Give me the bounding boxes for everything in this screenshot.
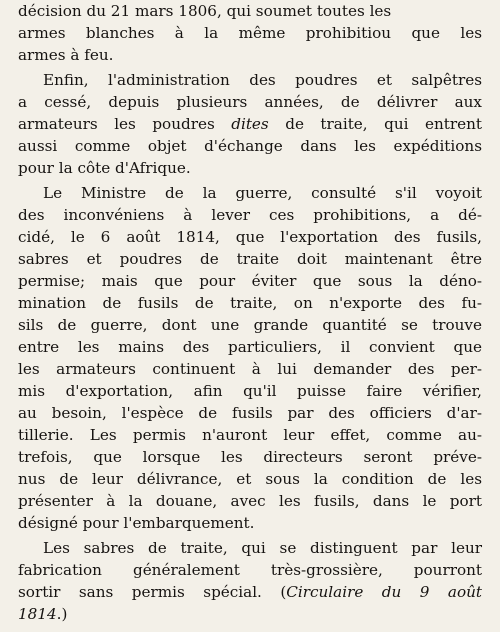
text-line (18, 582, 482, 604)
text-line: Les sabres de traite, qui se distinguent par leur (43, 539, 482, 557)
text-line: décision du 21 mars 1806, qui soumet toutes les (18, 2, 392, 20)
text-line (18, 604, 482, 626)
text-line: cidé, le 6 août 1814, que l'exportation des fusils, (18, 228, 482, 246)
text-line (18, 114, 482, 136)
italic-word: dites (231, 115, 269, 133)
text-span: .) (56, 605, 68, 623)
text-line: entre les mains des particuliers, il convient que (18, 338, 482, 356)
text-span: de traite, qui entrent (268, 115, 482, 133)
italic-citation: Circulaire du 9 août (286, 583, 482, 601)
text-line: présenter à la douane, avec les fusils, dans le port (18, 492, 482, 510)
text-line: armes blanches à la même prohibitiou que les (18, 24, 482, 42)
text-line: fabrication généralement très-grossière, pourront (18, 561, 482, 579)
text-line: mination de fusils de traite, on n'exporte des fu- (18, 294, 482, 312)
text-line: au besoin, l'espèce de fusils par des officiers d'ar- (18, 404, 482, 422)
text-line: les armateurs continuent à lui demander des per- (18, 360, 482, 378)
text-span: armateurs les poudres (18, 115, 232, 133)
text-line: des inconvéniens à lever ces prohibitions, a dé- (18, 206, 482, 224)
text-line: permise; mais que pour éviter que sous la déno- (18, 272, 482, 290)
text-line: mis d'exportation, afin qu'il puisse faire vérifier, (18, 382, 482, 400)
text-line: trefois, que lorsque les directeurs seront préve- (18, 448, 482, 466)
text-line: pour la côte d'Afrique. (18, 159, 191, 177)
text-span: sortir sans permis spécial. ( (18, 583, 287, 601)
text-line: armes à feu. (18, 46, 114, 64)
text-line: sabres et poudres de traite doit maintenant être (18, 250, 482, 268)
text-line: Le Ministre de la guerre, consulté s'il voyoit (43, 184, 482, 202)
text-line: aussi comme objet d'échange dans les expéditions (18, 137, 482, 155)
text-line: désigné pour l'embarquement. (18, 514, 255, 532)
text-line: Enfin, l'administration des poudres et salpêtres (43, 71, 482, 89)
text-line: a cessé, depuis plusieurs années, de délivrer aux (18, 93, 482, 111)
text-line: nus de leur délivrance, et sous la condition de les (18, 470, 482, 488)
text-line: tillerie. Les permis n'auront leur effet, comme au- (18, 426, 482, 444)
italic-year: 1814 (18, 605, 57, 623)
text-line: sils de guerre, dont une grande quantité se trouve (18, 316, 482, 334)
